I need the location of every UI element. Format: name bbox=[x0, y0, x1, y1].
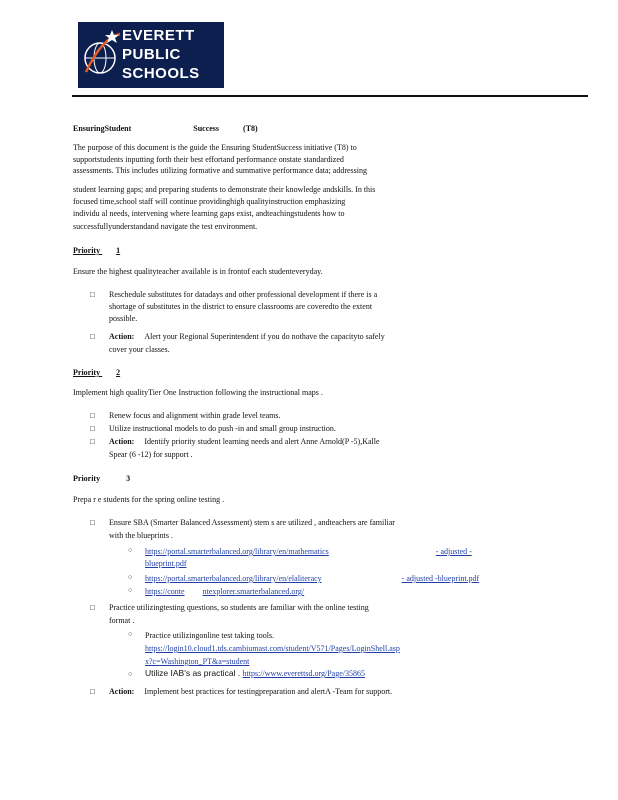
bullet-icon: □ bbox=[90, 332, 95, 341]
logo-line-3: SCHOOLS bbox=[122, 65, 200, 82]
practice-test-link-query[interactable]: x?c=Washington_PT&a=student bbox=[145, 657, 250, 666]
bullet-icon: □ bbox=[90, 411, 95, 420]
sub-link-1-line-2 bbox=[145, 558, 187, 569]
priority-1-heading bbox=[73, 245, 120, 256]
p1-item-2-line-2: cover your classes. bbox=[109, 345, 170, 354]
sub-item-4-line-3 bbox=[145, 656, 249, 667]
bullet-icon: □ bbox=[90, 518, 95, 527]
intro-line-4: student learning gaps; and preparing students to demonstrate their knowledge andskills. In this bbox=[73, 185, 376, 194]
p3-action-text: Implement best practices for testingpreparation and alertA -Team for support. bbox=[144, 687, 393, 696]
priority-1-number: 1 bbox=[116, 246, 121, 255]
priority-3-lead: Prepa r e students for the spring online testing . bbox=[73, 495, 225, 504]
intro-line-6: individu al needs, intervening where learning gaps exist, andteachingstudents how to bbox=[73, 209, 345, 218]
p3-item-2-line-1: Practice utilizingtesting questions, so students are familiar with the online testing bbox=[109, 603, 369, 612]
intro-line-1: The purpose of this document is the guide the Ensuring StudentSuccess initiative (T8) to bbox=[73, 143, 357, 152]
priority-3-label: Priority bbox=[73, 474, 101, 483]
priority-2-number: 2 bbox=[116, 368, 121, 377]
p2-item-1: Renew focus and alignment within grade level teams. bbox=[109, 411, 281, 420]
circle-bullet-icon: ○ bbox=[128, 586, 133, 594]
sub-item-4-line-1: Practice utilizingonline test taking tools. bbox=[145, 631, 275, 640]
bullet-icon: □ bbox=[90, 424, 95, 433]
logo-line-2: PUBLIC bbox=[122, 46, 181, 63]
logo-line-1: EVERETT bbox=[122, 27, 195, 44]
doc-title bbox=[73, 123, 258, 134]
iab-link[interactable]: https://www.everettsd.org/Page/35865 bbox=[242, 669, 365, 678]
sub-link-3 bbox=[145, 586, 304, 597]
sub-link-1 bbox=[145, 546, 472, 557]
p1-item-1-line-1: Reschedule substitutes for datadays and other professional development if there is a bbox=[109, 290, 378, 299]
priority-2-lead: Implement high qualityTier One Instruction following the instructional maps . bbox=[73, 388, 323, 397]
ela-blueprint-link[interactable]: https://portal.smarterbalanced.org/library/en/elaliteracy bbox=[145, 574, 322, 583]
priority-3-number: 3 bbox=[126, 474, 131, 483]
p2-action-text: Identify priority student learning needs and alert Anne Arnold(P -5),Kalle bbox=[144, 437, 380, 446]
p3-item-1-line-1: Ensure SBA (Smarter Balanced Assessment) stem s are utilized , andteachers are familiar bbox=[109, 518, 395, 527]
p1-action-text: Alert your Regional Superintendent if you do nothave the capacityto safely bbox=[144, 332, 385, 341]
practice-test-link[interactable]: https://login10.cloud1.tds.cambiumast.com/student/V571/Pages/LoginShell.asp bbox=[145, 644, 400, 653]
district-logo bbox=[78, 22, 224, 88]
sub-item-5 bbox=[145, 668, 365, 679]
intro-line-5: focused time,school staff will continue providinghigh qualityinstruction emphasizing bbox=[73, 197, 346, 206]
circle-bullet-icon: ○ bbox=[128, 670, 133, 678]
priority-2-heading bbox=[73, 367, 120, 378]
iab-text: Utilize IAB's as practical . bbox=[145, 668, 241, 678]
p1-item-1-line-3: possible. bbox=[109, 314, 138, 323]
bullet-icon: □ bbox=[90, 687, 95, 696]
action-label: Action: bbox=[109, 332, 135, 341]
circle-bullet-icon: ○ bbox=[128, 546, 133, 554]
sub-link-2 bbox=[145, 573, 479, 584]
p3-item-3 bbox=[109, 686, 392, 697]
bullet-icon: □ bbox=[90, 290, 95, 299]
globe-star-icon bbox=[82, 28, 122, 82]
math-blueprint-link[interactable]: https://portal.smarterbalanced.org/library/en/mathematics bbox=[145, 547, 329, 556]
doc-title-code: (T8) bbox=[243, 124, 258, 133]
action-label: Action: bbox=[109, 687, 135, 696]
p3-item-1-line-2: with the blueprints . bbox=[109, 531, 173, 540]
p3-item-2-line-2: format . bbox=[109, 616, 135, 625]
p1-item-1-line-2: shortage of substitutes in the district to ensure classrooms are coveredto the extent bbox=[109, 302, 373, 311]
circle-bullet-icon: ○ bbox=[128, 573, 133, 581]
p2-item-3-line-2: Spear (6 -12) for support . bbox=[109, 450, 193, 459]
priority-1-label: Priority bbox=[73, 246, 101, 255]
p2-item-2: Utilize instructional models to do push -in and small group instruction. bbox=[109, 424, 336, 433]
content-explorer-link-rest[interactable]: ntexplorer.smarterbalanced.org/ bbox=[202, 587, 305, 596]
ela-blueprint-link-suffix[interactable]: - adjusted -blueprint.pdf bbox=[401, 574, 480, 583]
math-blueprint-link-suffix[interactable]: - adjusted - bbox=[435, 547, 472, 556]
p1-item-2-line-1 bbox=[109, 331, 385, 342]
bullet-icon: □ bbox=[90, 603, 95, 612]
math-blueprint-link-file[interactable]: blueprint.pdf bbox=[145, 559, 187, 568]
action-label: Action: bbox=[109, 437, 135, 446]
intro-line-2: supportstudents inputting forth their best effortand performance onstate standardized bbox=[73, 155, 344, 164]
sub-item-4-line-2 bbox=[145, 643, 400, 654]
bullet-icon: □ bbox=[90, 437, 95, 446]
p2-item-3-line-1 bbox=[109, 436, 380, 447]
doc-title-part1: EnsuringStudent bbox=[73, 124, 132, 133]
circle-bullet-icon: ○ bbox=[128, 630, 133, 638]
priority-3-heading bbox=[73, 473, 130, 484]
content-explorer-link[interactable]: https://conte bbox=[145, 587, 185, 596]
priority-2-label: Priority bbox=[73, 368, 101, 377]
intro-line-3: assessments. This includes utilizing formative and summative performance data; addressing bbox=[73, 166, 367, 175]
header-rule bbox=[72, 95, 588, 97]
intro-line-7: successfullyunderstandand navigate the test environment. bbox=[73, 222, 258, 231]
doc-title-part2: Success bbox=[193, 124, 220, 133]
priority-1-lead: Ensure the highest qualityteacher available is in frontof each studenteveryday. bbox=[73, 267, 323, 276]
